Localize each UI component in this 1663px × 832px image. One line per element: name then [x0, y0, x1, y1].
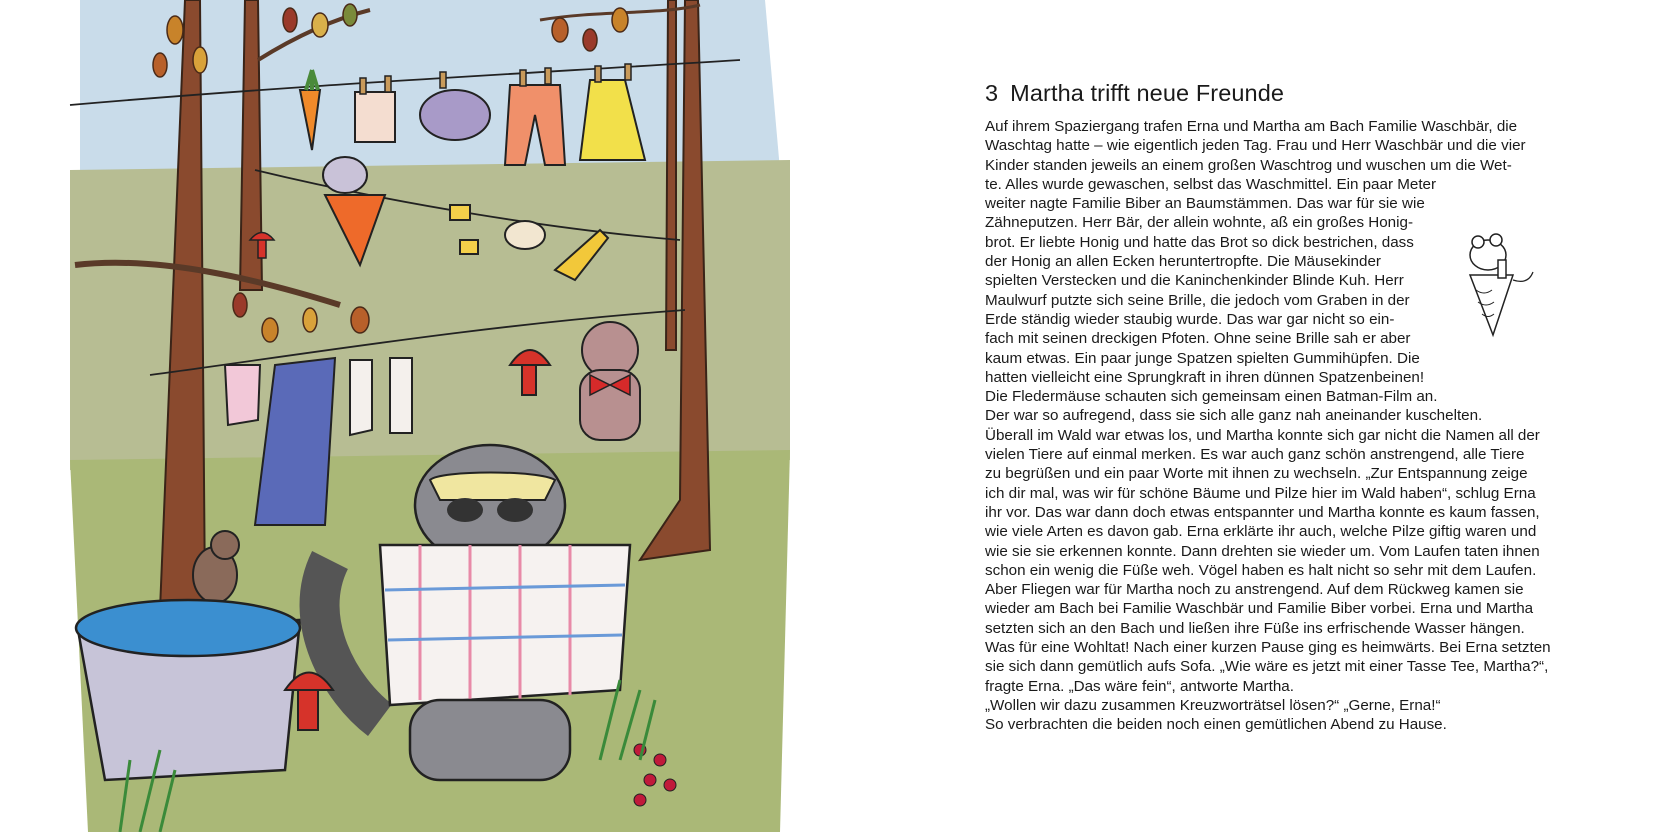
mouse-on-line — [323, 157, 367, 193]
body-line: fach mit seinen dreckigen Pfoten. Ohne seine Brille sah er aber — [985, 330, 1411, 348]
body-line: wie viele Arten es davon gab. Erna erklärte ihr auch, welche Pilze giftig waren und — [985, 523, 1537, 541]
body-line: ich dir mal, was wir für schöne Bäume und Pilze hier im Wald haben“, schlug Erna — [985, 484, 1536, 502]
body-line: kaum etwas. Ein paar junge Spatzen spielten Gummihüpfen. Die — [985, 349, 1420, 367]
laundry-bag — [355, 92, 395, 142]
body-line: Was für eine Wohltat! Nach einer kurzen Pause ging es heimwärts. Bei Erna setzten — [985, 639, 1551, 657]
laundry-mushroom — [505, 221, 545, 249]
body-line: Zähneputzen. Herr Bär, der allein wohnte, aß ein großes Honig- — [985, 214, 1414, 232]
body-line: hatten vielleicht eine Sprungkraft in ihren dünnen Spatzenbeinen! — [985, 368, 1425, 386]
body-line: setzten sich an den Bach und ließen ihre Füße ins erfrischende Wasser hängen. — [985, 619, 1525, 637]
body-line: Die Fledermäuse schauten sich gemeinsam einen Batman-Film an. — [985, 388, 1438, 406]
body-line: schon ein wenig die Füße weh. Vögel haben es halt nicht so sehr mit dem Laufen. — [985, 561, 1537, 579]
laundry-elephant — [420, 90, 490, 140]
body-line: weiter nagte Familie Biber an Baumstämmen. Das war für sie wie — [985, 195, 1425, 213]
body-line: wie sie sie erkennen konnte. Dann drehten sie wieder um. Vom Laufen taten ihnen — [985, 542, 1540, 560]
body-line: „Wollen wir dazu zusammen Kreuzworträtsel lösen?“ „Gerne, Erna!“ — [985, 696, 1441, 714]
body-line: Auf ihrem Spaziergang trafen Erna und Martha am Bach Familie Waschbär, die — [985, 118, 1518, 135]
body-line: So verbrachten die beiden noch einen gemütlichen Abend zu Hause. — [985, 716, 1447, 734]
body-line: ihr vor. Das war dann doch etwas entspannter und Martha konnte es kaum fassen, — [985, 503, 1540, 521]
body-line: sie sich dann gemütlich aufs Sofa. „Wie wäre es jetzt mit einer Tasse Tee, Martha?“, — [985, 658, 1549, 676]
body-line: vielen Tiere auf einmal merken. Es war auch ganz schön anstrengend, alle Tiere — [985, 446, 1525, 464]
body-line: Kinder standen jeweils an einem großen Waschtrog und wuschen um die Wet- — [985, 156, 1512, 174]
illustration — [0, 0, 800, 832]
chapter-number: 3 — [985, 80, 999, 106]
body-line: Waschtag hatte – wie eigentlich jeden Tag. Frau und Herr Waschbär und die vier — [985, 137, 1526, 155]
chapter-title-text: Martha trifft neue Freunde — [1010, 80, 1285, 106]
body-line: spielten Verstecken und die Kaninchenkinder Blinde Kuh. Herr — [985, 272, 1404, 290]
laundry-underwear — [225, 365, 260, 425]
chapter-body — [985, 117, 1605, 735]
body-line: Maulwurf putzte sich seine Brille, die jedoch vom Graben in der — [985, 291, 1410, 309]
body-line: zu begrüßen und ein paar Worte mit ihnen zu wechseln. „Zur Entspannung zeige — [985, 465, 1528, 483]
body-line: der Honig an allen Ecken heruntertropfte. Die Mäusekinder — [985, 253, 1381, 271]
teddy-bear — [580, 322, 640, 440]
chapter-title — [985, 80, 1605, 107]
body-line: fragte Erna. „Das wäre fein“, antworte Martha. — [985, 677, 1294, 695]
body-line: brot. Er liebte Honig und hatte das Brot so dick bestrichen, dass — [985, 233, 1414, 251]
body-line: Aber Fliegen war für Martha noch zu anstrengend. Auf dem Rückweg kamen sie — [985, 581, 1524, 599]
text-page — [985, 80, 1605, 735]
body-line: Der war so aufregend, dass sie sich alle ganz nah aneinander kuschelten. — [985, 407, 1483, 425]
body-line: Überall im Wald war etwas los, und Martha konnte sich gar nicht die Namen all der — [985, 426, 1540, 444]
body-line: te. Alles wurde gewaschen, selbst das Waschmittel. Ein paar Meter — [985, 175, 1437, 193]
wash-tub — [76, 600, 300, 780]
body-line: wieder am Bach bei Familie Waschbär und Familie Biber vorbei. Erna und Martha — [985, 600, 1534, 618]
body-line: Erde ständig wieder staubig wurde. Das war gar nicht so ein- — [985, 310, 1395, 328]
